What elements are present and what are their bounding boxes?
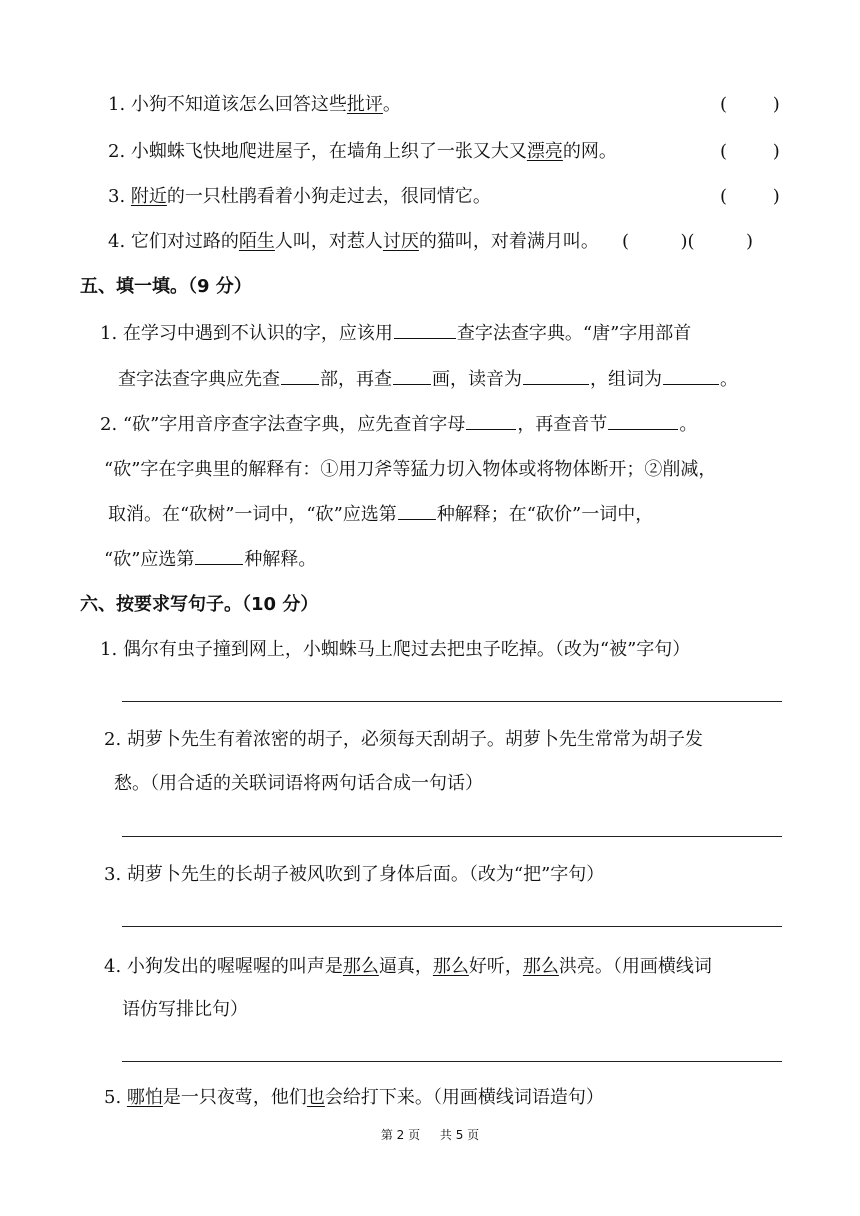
blank-meaning-1[interactable] (398, 501, 436, 520)
item-4-mid: 人叫，对惹人 (274, 231, 383, 252)
item-1-text: 1. 小狗不知道该怎么回答这些 (108, 94, 347, 115)
s5-q2-line2: “砍”字在字典里的解释有：①用刀斧等猛力切入物体或将物体断开；②削减， (104, 459, 717, 480)
item-4-underlined-2: 讨厌 (382, 231, 419, 252)
item-3-num: 3. (108, 186, 131, 207)
answer-line-4[interactable] (122, 1061, 782, 1062)
blank-syllable[interactable] (608, 411, 678, 430)
s6-q3: 3. 胡萝卜先生的长胡子被风吹到了身体后面。（改为“把”字句） (104, 864, 605, 885)
page-footer (0, 1126, 860, 1143)
blank-initial-letter[interactable] (466, 411, 516, 430)
s5-q2-line1 (100, 411, 697, 439)
page-number: 第 2 页 (380, 1128, 421, 1142)
blank-pronunciation[interactable] (523, 366, 589, 385)
s6-q4-underlined-3: 那么 (522, 956, 559, 977)
s5-q1-text-g: 。 (720, 369, 738, 390)
s6-q5 (104, 1084, 604, 1112)
s5-q2-line3 (108, 501, 653, 529)
s6-q2-line1: 2. 胡萝卜先生有着浓密的胡子，必须每天刮胡子。胡萝卜先生常常为胡子发 (104, 729, 703, 750)
item-3-underlined: 附近 (130, 186, 167, 207)
s5-q1-text-b: 查字法查字典。“唐”字用部首 (456, 323, 692, 344)
s5-q1-line1 (100, 320, 691, 348)
section-5-title: 五、填一填。（9 分） (80, 276, 252, 297)
blank-meaning-2[interactable] (195, 546, 243, 565)
s6-q2-line2: 愁。（用合适的关联词语将两句话合成一句话） (114, 773, 483, 794)
s5-q2-line4 (104, 546, 316, 574)
s6-q5-num: 5. (104, 1087, 127, 1108)
s6-q4-line1 (104, 953, 712, 981)
s5-q1-line2 (118, 366, 738, 394)
item-2-underlined: 漂亮 (526, 141, 563, 162)
s6-q5-text-b: 会给打下来。（用画横线词语造句） (324, 1087, 604, 1108)
s6-q4-text-c: 好听， (468, 956, 523, 977)
answer-line-3[interactable] (122, 926, 782, 927)
item-3-answer-paren[interactable]: ( ) (720, 186, 780, 207)
item-4-underlined-1: 陌生 (238, 231, 275, 252)
s5-q2-text-f: “砍”应选第 (104, 549, 195, 570)
item-3 (108, 183, 491, 211)
s5-q1-text-d: 部，再查 (320, 369, 392, 390)
s6-q4-underlined-2: 那么 (432, 956, 469, 977)
item-4-end: 的猫叫，对着满月叫。 (418, 231, 599, 252)
s6-q4-line2: 语仿写排比句） (122, 999, 248, 1020)
s5-q2-text-a: 2. “砍”字用音序查字法查字典，应先查首字母 (100, 414, 466, 435)
page-total: 共 5 页 (439, 1128, 480, 1142)
blank-lookup-method[interactable] (394, 320, 456, 339)
item-1-answer-paren[interactable]: ( ) (720, 94, 780, 115)
item-3-end: 的一只杜鹃看着小狗走过去，很同情它。 (166, 186, 491, 207)
item-4 (108, 228, 599, 256)
item-2 (108, 138, 617, 166)
s5-q2-text-e: 种解释；在“砍价”一词中， (436, 504, 654, 525)
answer-line-1[interactable] (122, 701, 782, 702)
s5-q1-text-a: 1. 在学习中遇到不认识的字，应该用 (100, 323, 393, 344)
s5-q1-text-e: 画，读音为 (432, 369, 522, 390)
s5-q2-text-b: ，再查音节 (517, 414, 608, 435)
item-2-answer-paren[interactable]: ( ) (720, 141, 780, 162)
s6-q4-underlined-1: 那么 (342, 956, 379, 977)
s6-q1: 1. 偶尔有虫子撞到网上，小蜘蛛马上爬过去把虫子吃掉。（改为“被”字句） (100, 639, 691, 660)
s6-q4-text-a: 4. 小狗发出的喔喔喔的叫声是 (104, 956, 343, 977)
item-2-text: 2. 小蜘蛛飞快地爬进屋子，在墙角上织了一张又大又 (108, 141, 527, 162)
s6-q5-text-a: 是一只夜莺，他们 (162, 1087, 307, 1108)
blank-word[interactable] (663, 366, 719, 385)
s5-q2-text-g: 种解释。 (244, 549, 317, 570)
item-1-underlined: 批评 (346, 94, 383, 115)
item-1-end: 。 (382, 94, 401, 115)
blank-strokes[interactable] (393, 366, 431, 385)
s5-q2-text-d: 取消。在“砍树”一词中，“砍”应选第 (108, 504, 397, 525)
s6-q5-underlined-1: 哪怕 (126, 1087, 163, 1108)
s6-q4-text-d: 洪亮。（用画横线词 (558, 956, 712, 977)
s5-q1-text-c: 查字法查字典应先查 (118, 369, 280, 390)
item-2-end: 的网。 (562, 141, 617, 162)
answer-line-2[interactable] (122, 836, 782, 837)
s5-q2-text-c: 。 (679, 414, 698, 435)
s5-q1-text-f: ，组词为 (590, 369, 662, 390)
s6-q5-underlined-2: 也 (306, 1087, 325, 1108)
item-1 (108, 91, 401, 119)
item-4-answer-parens[interactable]: ( )( ) (622, 231, 754, 252)
blank-radical[interactable] (281, 366, 319, 385)
item-4-num: 4. (108, 231, 131, 252)
section-6-title: 六、按要求写句子。（10 分） (80, 594, 319, 615)
s6-q4-text-b: 逼真， (378, 956, 433, 977)
item-4-text: 它们对过路的 (130, 231, 239, 252)
